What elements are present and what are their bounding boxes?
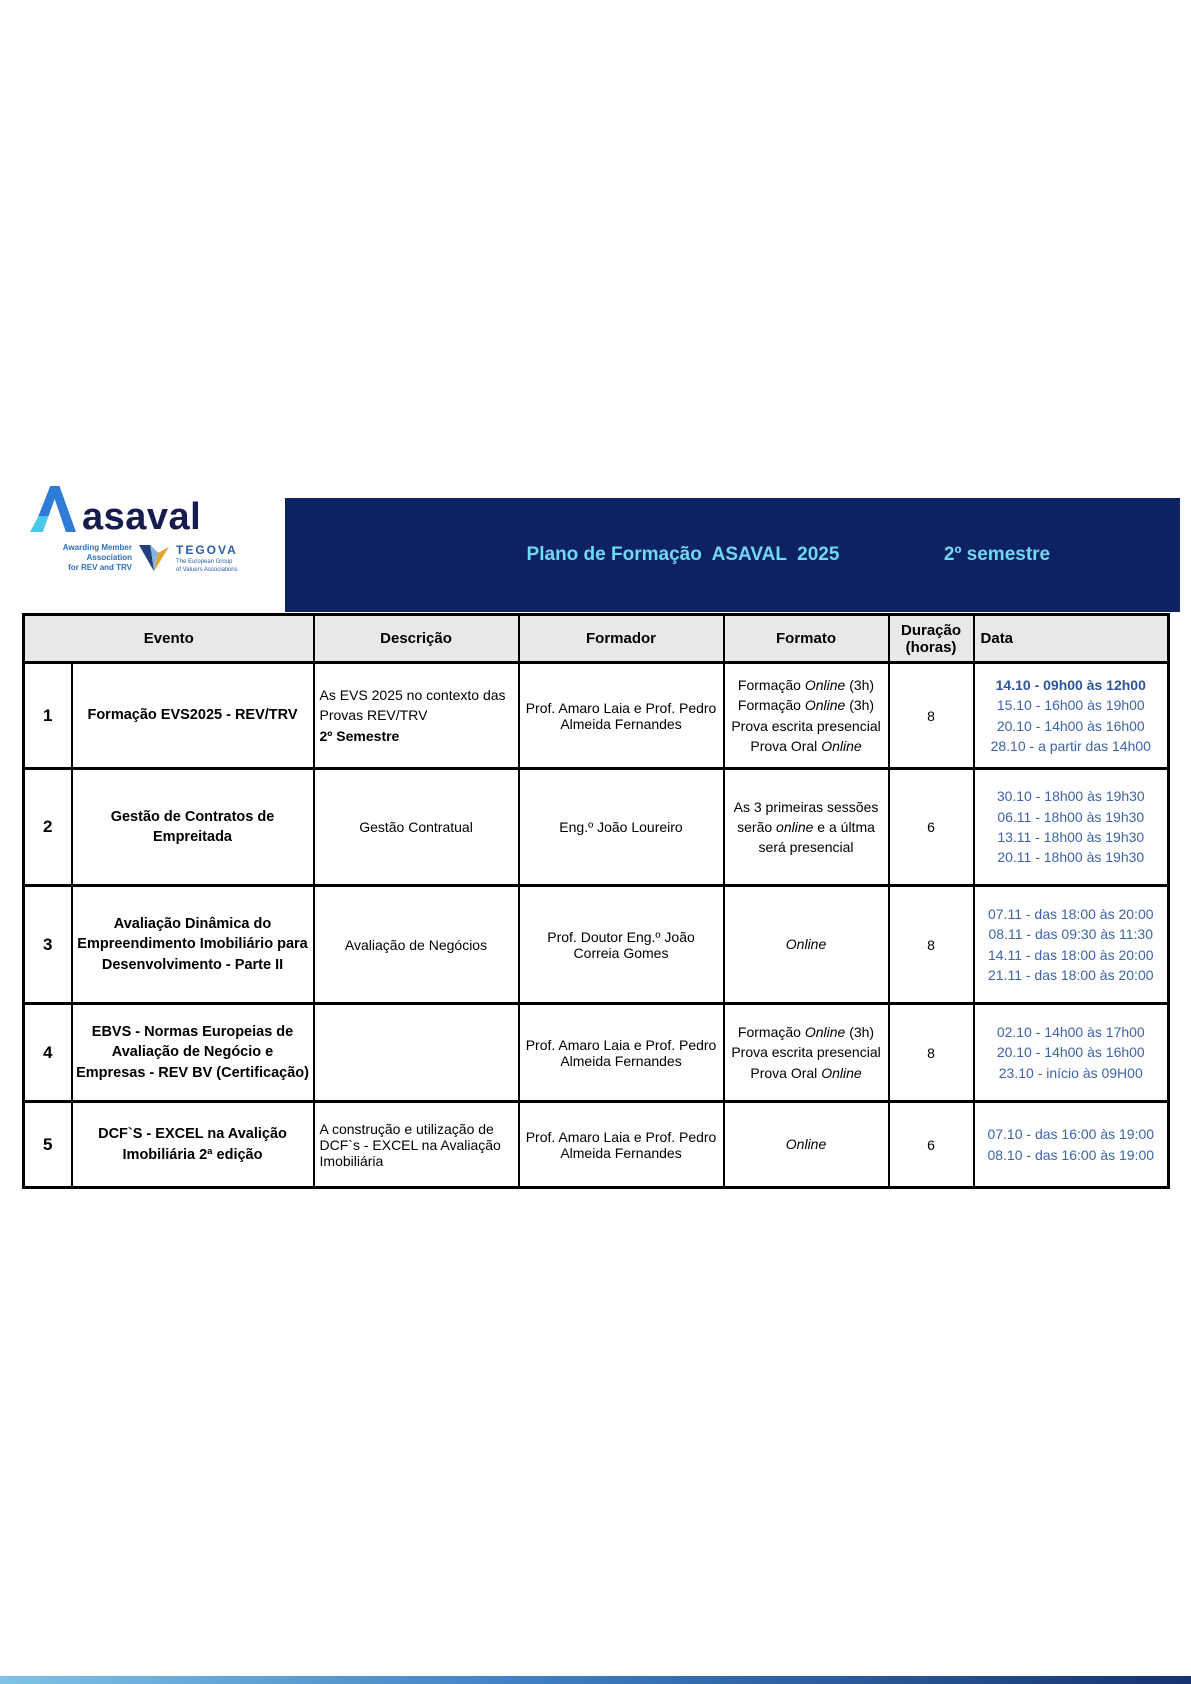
date-line: 02.10 - 14h00 às 17h00 xyxy=(996,1024,1145,1041)
date-line: 08.11 - das 09:30 às 11:30 xyxy=(988,926,1154,943)
format-line xyxy=(728,695,885,715)
date-line: 15.10 - 16h00 às 19h00 xyxy=(996,697,1145,714)
header-evento: Evento xyxy=(24,615,314,663)
format-text: (3h) xyxy=(845,1024,875,1041)
dates-cell xyxy=(974,886,1169,1004)
event-cell: Gestão de Contratos de Empreitada xyxy=(72,769,314,886)
date-line: 20.11 - 18h00 às 19h30 xyxy=(997,849,1145,866)
dates-cell xyxy=(974,663,1169,769)
header-descricao: Descrição xyxy=(314,615,519,663)
format-line xyxy=(728,934,885,954)
header-duracao-line2: (horas) xyxy=(905,638,957,656)
plan-title: Plano de Formação ASAVAL 2025 xyxy=(526,544,840,565)
date-line: 20.10 - 14h00 às 16h00 xyxy=(996,717,1145,734)
format-line xyxy=(728,1063,885,1083)
semester-label: 2º semestre xyxy=(943,544,1051,565)
tegova-tagline xyxy=(176,559,238,574)
date-line: 30.10 - 18h00 às 19h30 xyxy=(996,788,1145,805)
header-formato: Formato xyxy=(724,615,889,663)
description-cell xyxy=(314,663,519,769)
event-cell: DCF`S - EXCEL na Avalição Imobiliária 2ª edição xyxy=(72,1102,314,1188)
date-line: 20.10 - 14h00 às 16h00 xyxy=(996,1044,1145,1061)
format-text-italic: Online xyxy=(804,697,846,714)
event-cell: Formação EVS2025 - REV/TRV xyxy=(72,663,314,769)
format-cell xyxy=(724,1004,889,1102)
format-text: (3h) xyxy=(845,676,875,693)
duration-cell: 6 xyxy=(889,769,974,886)
format-cell xyxy=(724,1102,889,1188)
awarding-member-tagline xyxy=(30,543,132,573)
table-row xyxy=(24,1102,1169,1188)
format-line xyxy=(728,1022,885,1042)
event-cell: EBVS - Normas Europeias de Avaliação de Negócio e Empresas - REV BV (Certificação) xyxy=(72,1004,314,1102)
bottom-accent-bar xyxy=(0,1676,1191,1684)
row-number: 4 xyxy=(24,1004,72,1102)
format-text: (3h) xyxy=(845,697,875,714)
row-number: 3 xyxy=(24,886,72,1004)
asaval-a-icon xyxy=(30,484,76,534)
duration-cell: 8 xyxy=(889,663,974,769)
format-text-italic: Online xyxy=(785,936,827,953)
format-text: e a últma será presencial xyxy=(758,818,875,856)
title-banner xyxy=(285,498,1180,612)
format-text-italic: Online xyxy=(785,1136,827,1153)
date-line: 13.11 - 18h00 às 19h30 xyxy=(997,829,1145,845)
trainer-cell: Prof. Amaro Laia e Prof. Pedro Almeida Fernandes xyxy=(519,1004,724,1102)
row-number: 2 xyxy=(24,769,72,886)
description-cell: Avaliação de Negócios xyxy=(314,886,519,1004)
description-cell: Gestão Contratual xyxy=(314,769,519,886)
format-line xyxy=(728,797,885,858)
format-line xyxy=(728,1042,885,1062)
date-line: 14.10 - 09h00 às 12h00 xyxy=(995,676,1146,693)
format-text-italic: Online xyxy=(821,1064,862,1081)
tegova-tagline-line2: of Valuers Associations xyxy=(176,566,238,573)
date-line: 08.10 - das 16:00 às 19:00 xyxy=(987,1146,1155,1163)
row-number: 5 xyxy=(24,1102,72,1188)
description-line: 2º Semestre xyxy=(319,727,400,744)
date-line: 07.10 - das 16:00 às 19:00 xyxy=(987,1126,1155,1143)
header-data: Data xyxy=(974,615,1169,663)
format-line xyxy=(728,716,885,736)
dates-cell xyxy=(974,1004,1169,1102)
dates-cell xyxy=(974,769,1169,886)
tegova-tagline-line1: The European Group xyxy=(176,559,233,565)
format-line xyxy=(728,1134,885,1154)
format-line xyxy=(728,675,885,695)
date-line: 14.11 - das 18:00 às 20:00 xyxy=(987,946,1154,963)
format-line xyxy=(728,736,885,756)
header-duracao-line1: Duração xyxy=(901,621,962,639)
date-line: 21.11 - das 18:00 às 20:00 xyxy=(987,966,1154,983)
trainer-cell: Eng.º João Loureiro xyxy=(519,769,724,886)
format-text: Prova escrita presencial xyxy=(731,717,881,734)
asaval-wordmark: asaval xyxy=(82,495,202,538)
trainer-cell: Prof. Amaro Laia e Prof. Pedro Almeida Fernandes xyxy=(519,1102,724,1188)
date-line: 07.11 - das 18:00 às 20:00 xyxy=(987,905,1154,922)
table-header-row xyxy=(24,615,1169,663)
tegova-v-icon xyxy=(139,544,169,573)
header-duracao xyxy=(889,615,974,663)
duration-cell: 6 xyxy=(889,1102,974,1188)
dates-cell xyxy=(974,1102,1169,1188)
table-row xyxy=(24,663,1169,769)
table-row xyxy=(24,886,1169,1004)
format-text: Prova Oral xyxy=(750,1064,822,1081)
description-line: As EVS 2025 no contexto das Provas REV/TRV xyxy=(319,687,506,724)
event-cell: Avaliação Dinâmica do Empreendimento Imobiliário para Desenvolvimento - Parte II xyxy=(72,886,314,1004)
format-text: Prova Oral xyxy=(750,737,822,754)
duration-cell: 8 xyxy=(889,886,974,1004)
format-text: Formação xyxy=(737,1024,805,1041)
tegova-text-block xyxy=(176,543,238,574)
asaval-logo xyxy=(30,484,290,574)
table-row xyxy=(24,1004,1169,1102)
format-text-italic: online xyxy=(776,818,814,835)
format-cell xyxy=(724,769,889,886)
asaval-brand-row xyxy=(30,484,290,538)
format-text: Formação xyxy=(737,697,805,714)
tegova-wordmark: TEGOVA xyxy=(176,543,238,557)
trainer-cell: Prof. Amaro Laia e Prof. Pedro Almeida Fernandes xyxy=(519,663,724,769)
logo-sub-row xyxy=(30,543,290,574)
tagline-line1: Awarding Member Association xyxy=(62,543,132,562)
table-row xyxy=(24,769,1169,886)
format-text: Formação xyxy=(737,676,805,693)
format-text-italic: Online xyxy=(804,676,846,693)
header-formador: Formador xyxy=(519,615,724,663)
format-cell xyxy=(724,663,889,769)
training-plan-table xyxy=(22,613,1170,1189)
format-text: Prova escrita presencial xyxy=(731,1044,881,1061)
row-number: 1 xyxy=(24,663,72,769)
date-line: 28.10 - a partir das 14h00 xyxy=(990,737,1151,754)
format-text-italic: Online xyxy=(821,737,862,754)
format-cell xyxy=(724,886,889,1004)
format-text: As 3 primeiras sessões serão xyxy=(733,798,879,835)
tagline-line2: for REV and TRV xyxy=(68,563,132,572)
duration-cell: 8 xyxy=(889,1004,974,1102)
description-cell xyxy=(314,1004,519,1102)
description-cell: A construção e utilização de DCF`s - EXCEL na Avaliação Imobiliária xyxy=(314,1102,519,1188)
trainer-cell: Prof. Doutor Eng.º João Correia Gomes xyxy=(519,886,724,1004)
date-line: 23.10 - início às 09H00 xyxy=(998,1064,1143,1081)
format-text-italic: Online xyxy=(804,1024,846,1041)
date-line: 06.11 - 18h00 às 19h30 xyxy=(997,808,1145,825)
